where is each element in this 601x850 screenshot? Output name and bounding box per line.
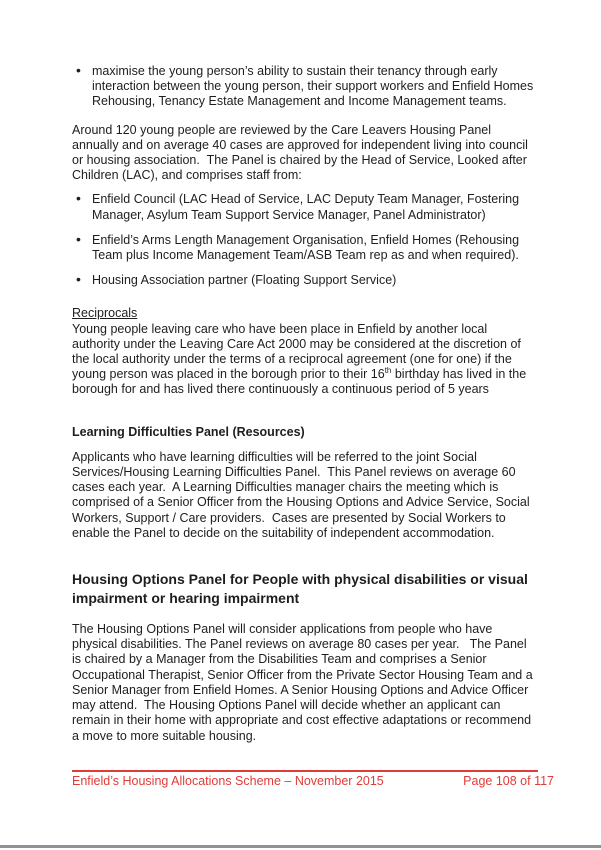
staff-bullet-list [72,192,536,288]
bullet-icon [76,63,81,79]
page-footer [72,770,554,789]
list-item-text: Housing Association partner (Floating Support Service) [92,273,397,288]
list-item-text: Enfield Council (LAC Head of Service, LAC Deputy Team Manager, Fostering Manager, Asylum Team Support Service Manager, Panel Administrator) [92,192,523,222]
list-item [72,233,536,263]
list-item-text: maximise the young person’s ability to sustain their tenancy through early interaction between the young person, their support workers and Enfield Homes Rehousing, Tenancy Estate Management and Income Management teams. [92,64,537,109]
learning-difficulties-section [72,425,536,541]
footer-text-row [72,774,554,789]
reciprocals-text-after-superscript: birthday has lived in the borough for and has lived there continuously a continuous period of 5 years [72,367,530,397]
list-item [72,273,536,288]
reciprocals-paragraph [72,322,536,398]
list-item [72,64,536,110]
footer-document-title: Enfield’s Housing Allocations Scheme – November 2015 [72,774,384,788]
footer-divider [72,770,538,772]
reciprocals-text-before-superscript: Young people leaving care who have been place in Enfield by another local authority under the Leaving Care Act 2000 may be considered at the discretion of the local authority under the terms of a reciprocal agreement (one for one) if the young person was placed in the borough prior to their 16 [72,321,525,382]
reciprocals-section [72,306,536,397]
window-bottom-edge [0,845,601,848]
housing-options-heading: Housing Options Panel for People with physical disabilities or visual impairment or hearing impairment [72,571,532,607]
bullet-icon [76,272,81,288]
learning-difficulties-paragraph: Applicants who have learning difficulties will be referred to the joint Social Services/Housing Learning Difficulties Panel. This Panel reviews on average 60 cases each year. A Learning Difficulties manager chairs the meeting which is comprised of a Senior Officer from the Housing Options and Advice Service, Social Workers, Support / Care providers. Cases are presented by Social Workers to enable the Panel to decide on the suitability of independent accommodation. [72,449,534,540]
bullet-icon [76,191,81,207]
housing-options-section [72,570,536,744]
ordinal-superscript: th [384,366,392,376]
housing-options-paragraph: The Housing Options Panel will consider applications from people who have physical disabilities. The Panel reviews on average 80 cases per year. The Panel is chaired by a Manager from the Disabilities Team and comprises a Senior Occupational Therapist, Senior Officer from the Private Sector Housing Team and a Senior Manager from Enfield Homes. A Senior Housing Options and Advice Officer may attend. The Housing Options Panel will decide whether an applicant can remain in their home with appropriate and cost effective adaptations or recommend a move to more suitable housing. [72,622,537,743]
reciprocals-heading: Reciprocals [72,306,138,321]
care-leavers-paragraph: Around 120 young people are reviewed by the Care Leavers Housing Panel annually and on average 40 cases are approved for independent living into council or housing association. The Panel is chaired by the Head of Service, Looked after Children (LAC), and comprises staff from: [72,122,532,183]
learning-difficulties-heading: Learning Difficulties Panel (Resources) [72,424,305,439]
page-content [72,64,536,744]
list-item-text: Enfield’s Arms Length Management Organisation, Enfield Homes (Rehousing Team plus Income Management Team/ASB Team rep as and when required). [92,232,523,263]
bullet-icon [76,232,81,248]
list-item [72,192,536,222]
footer-page-number: Page 108 of 117 [463,774,554,788]
